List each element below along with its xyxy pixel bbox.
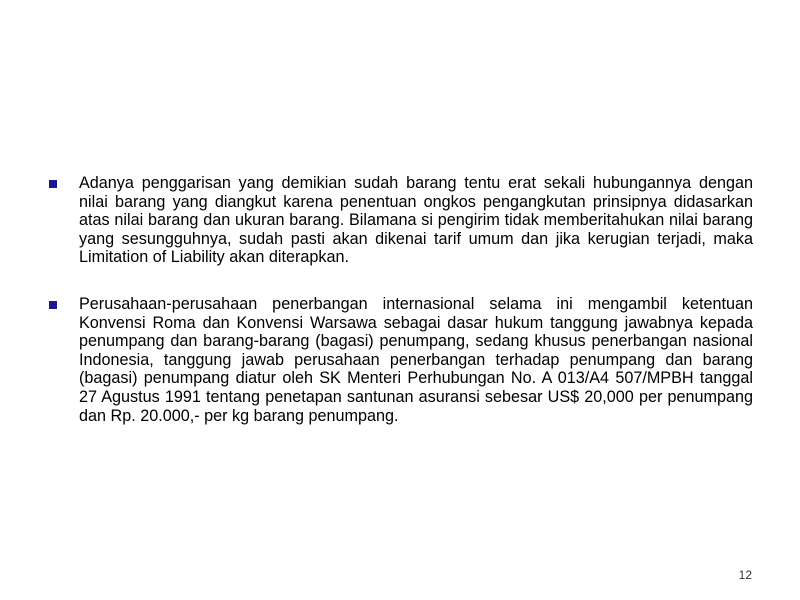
bullet-text: Adanya penggarisan yang demikian sudah barang tentu erat sekali hubungannya dengan nilai barang yang diangkut karena penentuan ongkos pengangkutan prinsipnya didasarkan atas nilai barang dan ukuran barang. Bilamana si pengirim tidak memberitahukan nilai barang yang sesungguhnya, sudah pasti akan dikenai tarif umum dan jika kerugian terjadi, maka Limitation of Liability akan diterapkan. [79,174,753,267]
bullet-text: Perusahaan-perusahaan penerbangan internasional selama ini mengambil ketentuan Konvensi Roma dan Konvensi Warsawa sebagai dasar hukum tanggung jawabnya kepada penumpang dan barang-barang (bagasi) penumpang, sedang khusus penerbangan nasional Indonesia, tanggung jawab perusahaan penerbangan terhadap penumpang dan barang (bagasi) penumpang diatur oleh SK Menteri Perhubungan No. A 013/A4 507/MPBH tanggal 27 Agustus 1991 tentang penetapan santunan asuransi sebesar US$ 20,000 per penumpang dan Rp. 20.000,- per kg barang penumpang. [79,294,753,425]
list-item [48,174,753,267]
square-bullet-icon [49,180,57,188]
page-number: 12 [738,568,752,582]
list-item [48,295,753,425]
square-bullet-icon [49,301,57,309]
bullet-list [48,174,753,453]
